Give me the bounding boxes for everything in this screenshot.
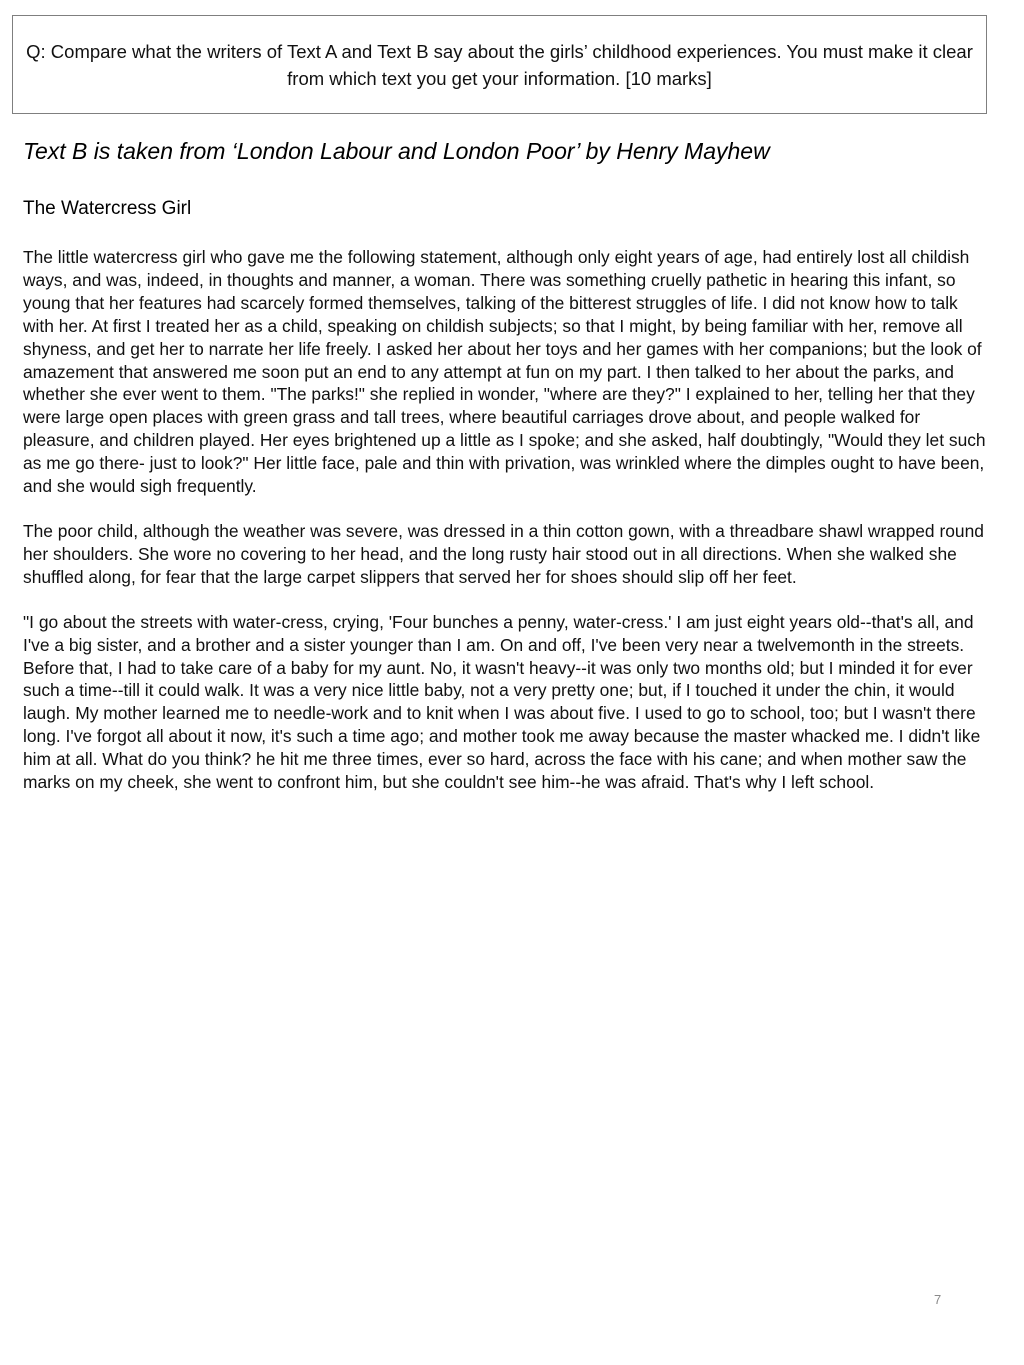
question-text: Q: Compare what the writers of Text A and Text B say about the girls’ childhood experiences. You must make it clear from which text you get your information. [10 marks] bbox=[26, 40, 973, 89]
question-box bbox=[12, 15, 987, 114]
paragraph-3: "I go about the streets with water-cress, crying, 'Four bunches a penny, water-cress.' I am just eight years old--that's all, and I've a big sister, and a brother and a sister younger than I am. On and off, I've been very near a twelvemonth in the streets. Before that, I had to take care of a baby for my aunt. No, it wasn't heavy--it was only two months old; but I minded it for ever such a time--till it could walk. It was a very nice little baby, not a very pretty one; but, if I touched it under the chin, it would laugh. My mother learned me to needle-work and to knit when I was about five. I used to go to school, too; but I wasn't there long. I've forgot all about it now, it's such a time ago; and mother took me away because the master whacked me. I didn't like him at all. What do you think? he hit me three times, ever so hard, across the face with his cane; and when mother saw the marks on my cheek, she went to confront him, but she couldn't see him--he was afraid. That's why I left school. bbox=[23, 611, 981, 793]
page-number: 7 bbox=[934, 1292, 942, 1307]
paragraph-1: The little watercress girl who gave me the following statement, although only eight years of age, had entirely lost all childish ways, and was, indeed, in thoughts and manner, a woman. There was something cruelly pathetic in hearing this infant, so young that her features had scarcely formed themselves, talking of the bitterest struggles of life. I did not know how to talk with her. At first I treated her as a child, speaking on childish subjects; so that I might, by being familiar with her, remove all shyness, and get her to narrate her life freely. I asked her about her toys and her games with her companions; but the look of amazement that answered me soon put an end to any attempt at fun on my part. I then talked to her about the parks, and whether she ever went to them. "The parks!" she replied in wonder, "where are they?" I explained to her, telling her that they were large open places with green grass and tall trees, where beautiful carriages drove about, and people walked for pleasure, and children played. Her eyes brightened up a little as I spoke; and she asked, half doubtingly, "Would they let such as me go there- just to look?" Her little face, pale and thin with privation, was wrinkled where the dimples ought to have been, and she would sigh frequently. bbox=[23, 247, 986, 497]
paragraph-2: The poor child, although the weather was severe, was dressed in a thin cotton gown, with a threadbare shawl wrapped round her shoulders. She wore no covering to her head, and the long rusty hair stood out in all directions. When she walked she shuffled along, for fear that the large carpet slippers that served her for shoes should slip off her feet. bbox=[23, 520, 984, 587]
source-line bbox=[23, 136, 1003, 166]
source-label: Text B bbox=[23, 138, 88, 164]
source-attribution: is taken from ‘London Labour and London Poor’ by Henry Mayhew bbox=[87, 138, 770, 164]
article-body bbox=[23, 246, 988, 816]
article-title: The Watercress Girl bbox=[23, 198, 192, 219]
